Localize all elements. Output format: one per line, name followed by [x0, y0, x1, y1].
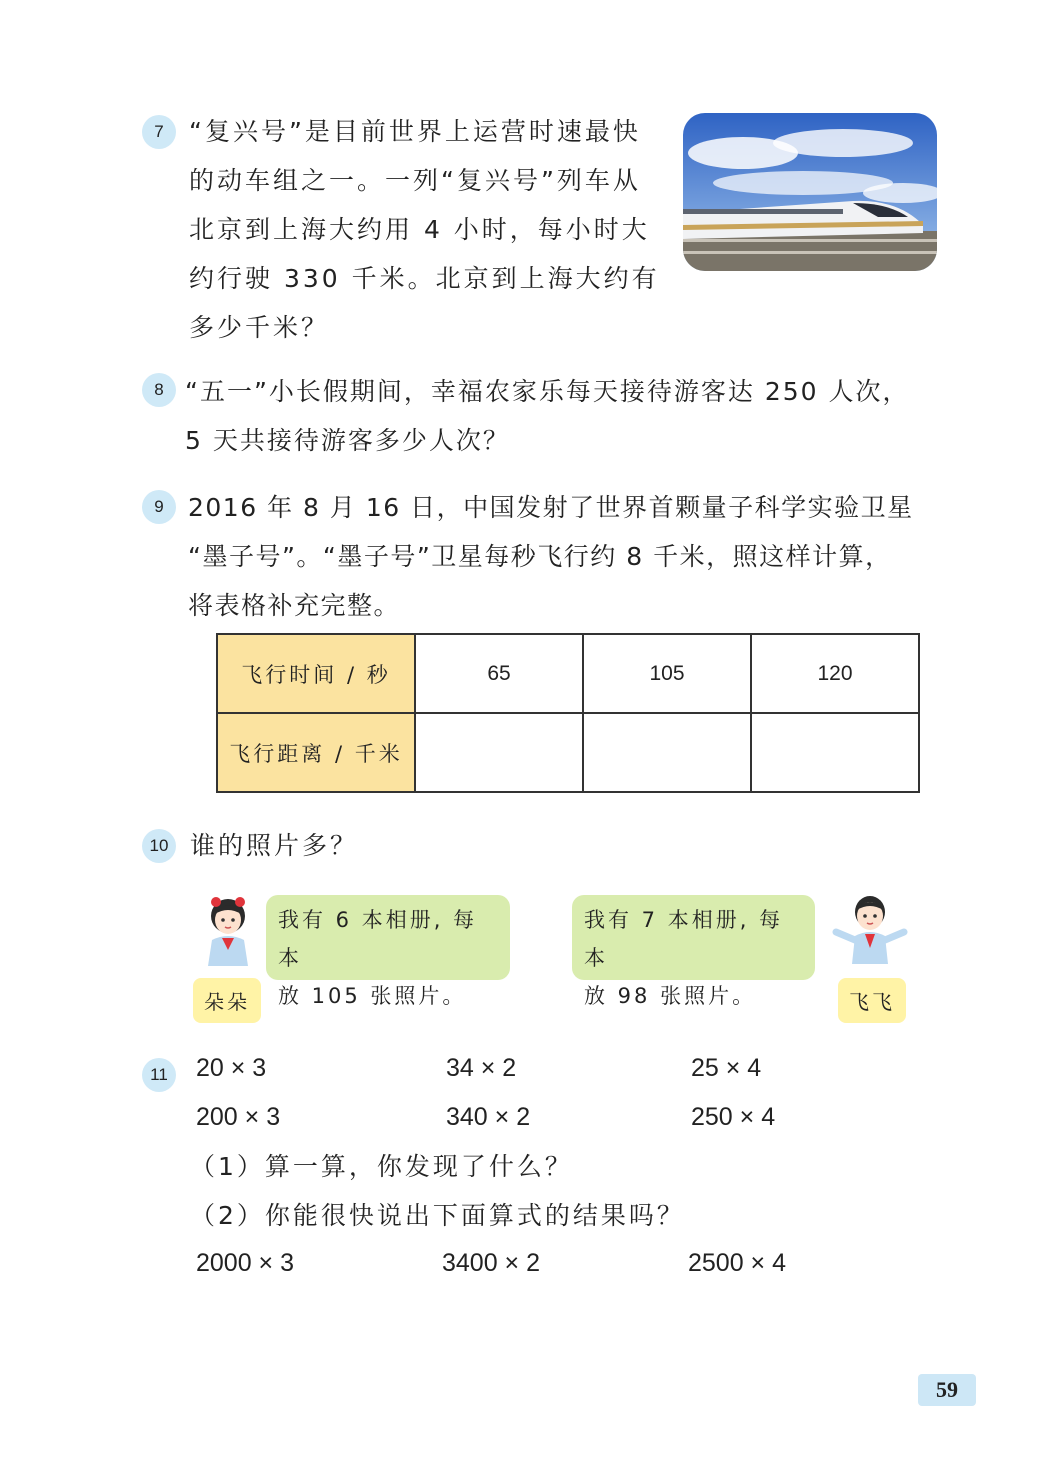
expression: 2500 × 4	[688, 1249, 787, 1277]
problem-7-line-3: 北京到上海大约用 4 小时，每小时大	[189, 215, 650, 244]
high-speed-train-image	[683, 113, 937, 271]
expression: 200 × 3	[196, 1103, 281, 1131]
problem-10-number: 10	[142, 829, 176, 863]
duoduo-speech-bubble	[266, 895, 510, 1008]
problem-9-line-1: 2016 年 8 月 16 日，中国发射了世界首颗量子科学实验卫星	[188, 493, 914, 522]
table-row	[217, 713, 919, 792]
problem-9-line-2: “墨子号”。“墨子号”卫星每秒飞行约 8 千米，照这样计算，	[188, 542, 892, 571]
expression: 2000 × 3	[196, 1249, 295, 1277]
expression: 20 × 3	[196, 1054, 267, 1082]
expression: 340 × 2	[446, 1103, 531, 1131]
problem-11-question-2: （2）你能很快说出下面算式的结果吗？	[190, 1201, 685, 1230]
table-cell: 120	[751, 634, 919, 713]
expression: 25 × 4	[691, 1054, 762, 1082]
problem-9-text	[188, 483, 914, 630]
expression: 250 × 4	[691, 1103, 776, 1131]
train-photo	[683, 113, 937, 271]
duoduo-name-tag: 朵朵	[193, 978, 261, 1023]
problem-9-line-3: 将表格补充完整。	[188, 591, 401, 620]
problem-8-line-1: “五一”小长假期间，幸福农家乐每天接待游客达 250 人次，	[185, 377, 910, 406]
page-number: 59	[918, 1374, 976, 1406]
feifei-speech-line-2: 放 98 张照片。	[584, 984, 757, 1008]
feifei-speech-line-1: 我有 7 本相册, 每本	[584, 908, 784, 970]
problem-7-line-5: 多少千米？	[189, 313, 330, 342]
duoduo-speech-line-1: 我有 6 本相册, 每本	[278, 908, 478, 970]
table-cell: 65	[415, 634, 583, 713]
problem-9-number: 9	[142, 490, 176, 524]
problem-7-line-1: “复兴号”是目前世界上运营时速最快	[189, 117, 641, 146]
problem-8-line-2: 5 天共接待游客多少人次？	[185, 426, 510, 455]
table-header-distance: 飞行距离 / 千米	[217, 713, 415, 792]
table-cell-blank[interactable]	[583, 713, 751, 792]
problem-11-number: 11	[142, 1058, 176, 1092]
problem-7-number: 7	[142, 115, 176, 149]
table-row	[217, 634, 919, 713]
problem-7-line-2: 的动车组之一。一列“复兴号”列车从	[189, 166, 641, 195]
duoduo-speech-line-2: 放 105 张照片。	[278, 984, 467, 1008]
table-cell: 105	[583, 634, 751, 713]
boy-feifei-icon	[830, 888, 910, 964]
problem-8-number: 8	[142, 373, 176, 407]
feifei-speech-bubble	[572, 895, 815, 1008]
feifei-name-tag: 飞飞	[838, 978, 906, 1023]
flight-table	[216, 633, 920, 793]
problem-7-line-4: 约行驶 330 千米。北京到上海大约有	[189, 264, 660, 293]
problem-11-question-1: （1）算一算，你发现了什么？	[190, 1152, 573, 1181]
expression: 3400 × 2	[442, 1249, 541, 1277]
problem-7-text	[189, 107, 660, 352]
expression: 34 × 2	[446, 1054, 517, 1082]
table-header-time: 飞行时间 / 秒	[217, 634, 415, 713]
problem-8-text	[185, 367, 910, 465]
table-cell-blank[interactable]	[415, 713, 583, 792]
table-cell-blank[interactable]	[751, 713, 919, 792]
problem-10-question: 谁的照片多？	[190, 831, 359, 860]
girl-duoduo-icon	[198, 890, 258, 966]
